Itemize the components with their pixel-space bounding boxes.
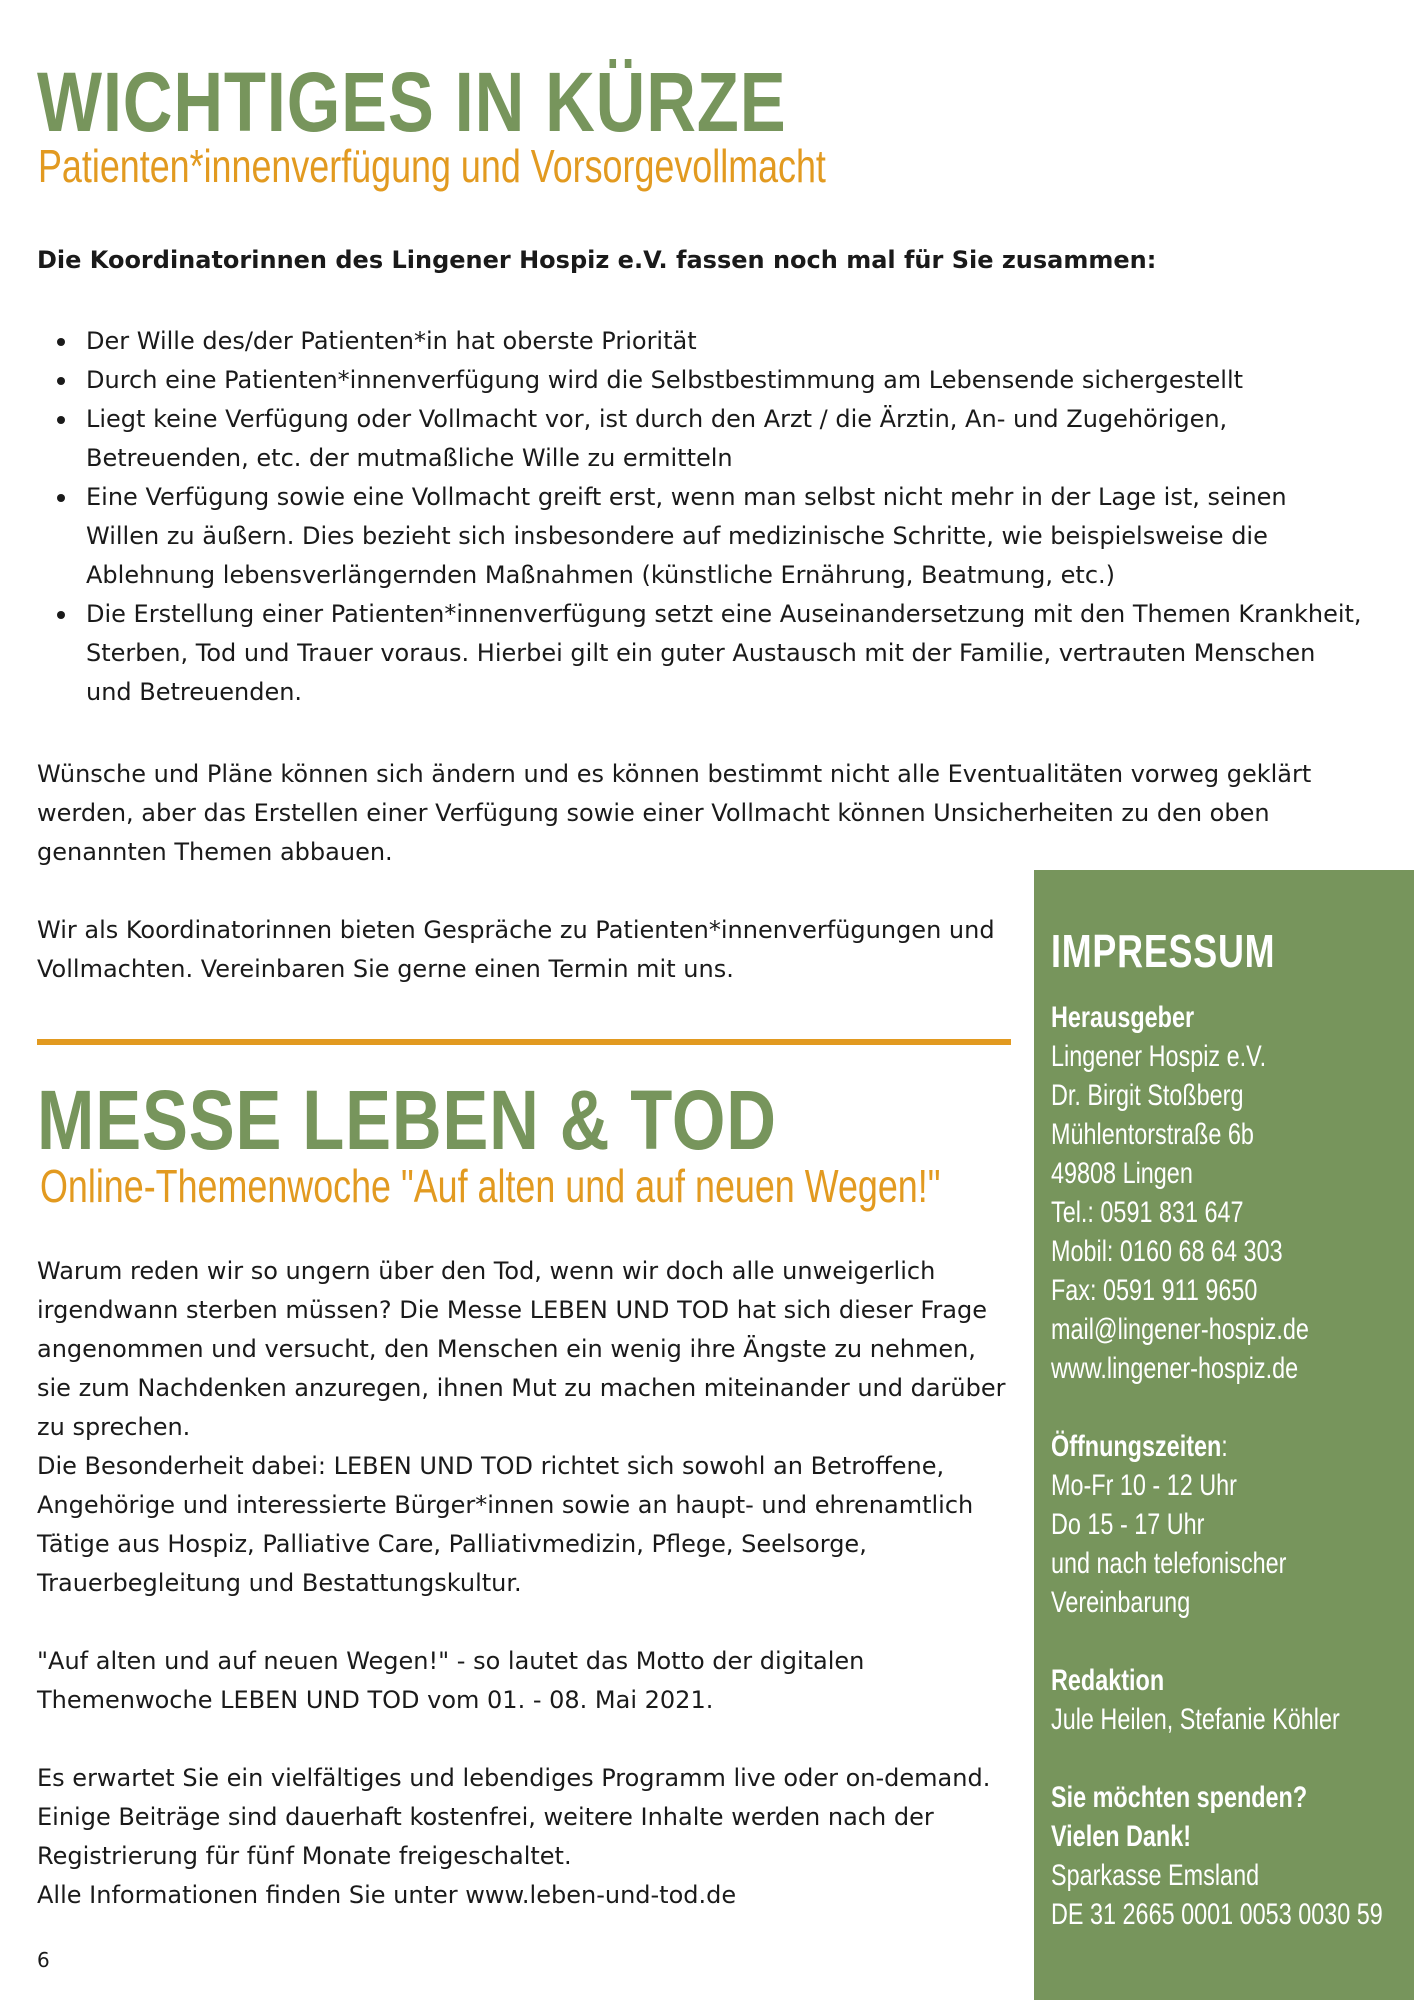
donate-thanks: Vielen Dank! — [1051, 1820, 1192, 1853]
paragraph-messe-intro: Warum reden wir so ungern über den Tod, wenn wir doch alle unweigerlich irgendwann sterben müssen? Die Messe LEBEN UND TOD hat sich dieser Frage angenommen und versucht, den Menschen ein wenig ihre Ängste zu nehmen, sie zum Nachdenken anzuregen, ihnen Mut zu machen miteinander und darüber zu sprechen. — [37, 1257, 1006, 1441]
editorial-block — [1051, 1661, 1340, 1739]
summary-bullet-list — [37, 322, 1367, 712]
hours-colon: : — [1221, 1430, 1228, 1463]
bullet-item: Liegt keine Verfügung oder Vollmacht vor, ist durch den Arzt / die Ärztin, An- und Zugehörigen, Betreuenden, etc. der mutmaßliche Wille zu ermitteln — [37, 400, 1367, 478]
email-line: mail@lingener-hospiz.de — [1051, 1313, 1309, 1346]
intro-text: Die Koordinatorinnen des Lingener Hospiz e.V. fassen noch mal für Sie zusammen: — [37, 246, 1157, 274]
editorial-label: Redaktion — [1051, 1664, 1165, 1697]
fax-line: Fax: 0591 911 9650 — [1051, 1274, 1258, 1307]
section-title-messe: MESSE LEBEN & TOD — [37, 1073, 777, 1167]
publisher-block — [1051, 998, 1309, 1388]
publisher-line: Dr. Birgit Stoßberg — [1051, 1079, 1244, 1112]
paragraph-messe-program: Es erwartet Sie ein vielfältiges und lebendiges Programm live oder on-demand. Einige Beiträge sind dauerhaft kostenfrei, weitere Inhalte werden nach der Registrierung für fünf Monate freigeschaltet. — [37, 1764, 991, 1870]
publisher-label: Herausgeber — [1051, 1001, 1195, 1034]
paragraph-consultation: Wir als Koordinatorinnen bieten Gespräche zu Patienten*innenverfügungen und Vollmachten. Vereinbaren Sie gerne einen Termin mit uns. — [37, 916, 995, 983]
phone-line: Tel.: 0591 831 647 — [1051, 1196, 1244, 1229]
hours-line: und nach telefonischer — [1051, 1547, 1287, 1580]
donation-block — [1051, 1778, 1383, 1934]
section-divider — [37, 1039, 1011, 1045]
opening-hours-block — [1051, 1427, 1286, 1622]
donate-question: Sie möchten spenden? — [1051, 1781, 1308, 1814]
bank-name: Sparkasse Emsland — [1051, 1859, 1260, 1892]
bullet-item: Eine Verfügung sowie eine Vollmacht greift erst, wenn man selbst nicht mehr in der Lage ist, seinen Willen zu äußern. Dies bezieht sich insbesondere auf medizinische Schritte, wie beispielsweise die Ablehnung lebensverlängernden Maßnahmen (künstliche Ernährung, Beatmung, etc.) — [37, 478, 1367, 595]
bullet-item: Durch eine Patienten*innenverfügung wird die Selbstbestimmung am Lebensende sichergestellt — [37, 361, 1367, 400]
editorial-names: Jule Heilen, Stefanie Köhler — [1051, 1703, 1340, 1736]
section-subtitle-verfuegung: Patienten*innenverfügung und Vorsorgevollmacht — [38, 140, 826, 192]
bullet-item: Der Wille des/der Patienten*in hat oberste Priorität — [37, 322, 1367, 361]
hours-line: Do 15 - 17 Uhr — [1051, 1508, 1205, 1541]
hours-line: Vereinbarung — [1051, 1586, 1191, 1619]
mobile-line: Mobil: 0160 68 64 303 — [1051, 1235, 1283, 1268]
paragraph-messe-audience: Die Besonderheit dabei: LEBEN UND TOD richtet sich sowohl an Betroffene, Angehörige und interessierte Bürger*innen sowie an haupt- und ehrenamtlich Tätige aus Hospiz, Palliative Care, Palliativmedizin, Pflege, Seelsorge, Trauerbegleitung und Bestattungskultur. — [37, 1452, 974, 1597]
iban: DE 31 2665 0001 0053 0030 59 — [1051, 1898, 1383, 1931]
bullet-item: Die Erstellung einer Patienten*innenverfügung setzt eine Auseinandersetzung mit den Themen Krankheit, Sterben, Tod und Trauer voraus. Hierbei gilt ein guter Austausch mit der Familie, vertrauten Menschen und Betreuenden. — [37, 595, 1367, 712]
hours-label: Öffnungszeiten — [1051, 1430, 1222, 1463]
impressum-title: IMPRESSUM — [1051, 925, 1276, 977]
section-subtitle-themenwoche: Online-Themenwoche "Auf alten und auf neuen Wegen!" — [40, 1160, 941, 1212]
paragraph-wishes: Wünsche und Pläne können sich ändern und es können bestimmt nicht alle Eventualitäten vorweg geklärt werden, aber das Erstellen einer Verfügung sowie einer Vollmacht können Unsicherheiten zu den oben genannten Themen abbauen. — [37, 760, 1312, 866]
website-line: www.lingener-hospiz.de — [1051, 1352, 1299, 1385]
publisher-line: Lingener Hospiz e.V. — [1051, 1040, 1267, 1073]
publisher-line: Mühlentorstraße 6b — [1051, 1118, 1254, 1151]
publisher-line: 49808 Lingen — [1051, 1157, 1193, 1190]
page-number: 6 — [37, 1948, 50, 1972]
messe-article — [37, 1252, 1017, 1915]
impressum-sidebar — [1034, 870, 1414, 2000]
paragraph-messe-info: Alle Informationen finden Sie unter www.leben-und-tod.de — [37, 1881, 737, 1909]
section-title-wichtiges: WICHTIGES IN KÜRZE — [37, 55, 787, 149]
paragraph-messe-motto: "Auf alten und auf neuen Wegen!" - so lautet das Motto der digitalen Themenwoche LEBEN UND TOD vom 01. - 08. Mai 2021. — [37, 1647, 865, 1714]
hours-line: Mo-Fr 10 - 12 Uhr — [1051, 1469, 1237, 1502]
